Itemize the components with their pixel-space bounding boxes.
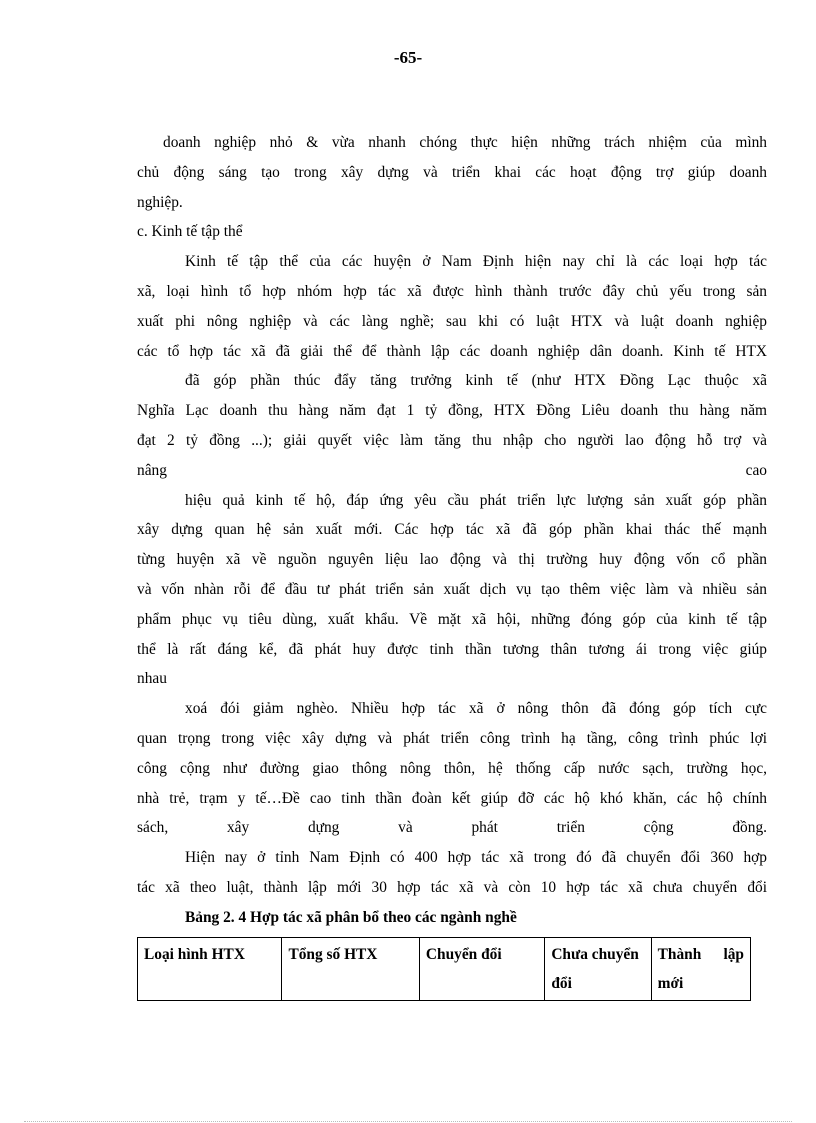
text-line: phẩm phục vụ tiêu dùng, xuất khẩu. Về mặt xã hội, những đóng góp của kinh tế tập	[137, 610, 767, 628]
text-line: doanh nghiệp nhỏ & vừa nhanh chóng thực hiện những trách nhiệm của mình	[163, 134, 767, 151]
table-header-cell: Chưa chuyển đổi	[545, 938, 651, 1001]
table-header-cell: Chuyển đổi	[419, 938, 544, 1001]
text-line: công cộng như đường giao thông nông thôn, hệ thống cấp nước sạch, trường học,	[137, 759, 767, 777]
table-header-cell: Tổng số HTX	[282, 938, 419, 1001]
paragraph-lines	[137, 128, 767, 903]
text-line: nhau	[137, 670, 167, 688]
page-bottom-rule	[24, 1121, 792, 1122]
text-line: c. Kinh tế tập thể	[137, 223, 243, 241]
table-caption: Bảng 2. 4 Hợp tác xã phân bổ theo các ngành nghề	[185, 908, 517, 926]
text-line: và vốn nhàn rỗi để đầu tư phát triển sản xuất dịch vụ tạo thêm việc làm và nhiều sản	[137, 580, 767, 598]
page-number: -65-	[393, 48, 423, 67]
text-line: xây dựng quan hệ sản xuất mới. Các hợp tác xã đã góp phần khai thác thế mạnh	[137, 521, 767, 539]
text-line: từng huyện xã về nguồn nguyên liệu lao động và thị trường huy động vốn cổ phần	[137, 551, 767, 569]
text-line: chủ động sáng tạo trong xây dựng và triển khai các hoạt động trợ giúp doanh	[137, 163, 767, 181]
text-line: Hiện nay ở tỉnh Nam Định có 400 hợp tác xã trong đó đã chuyển đổi 360 hợp	[185, 849, 767, 867]
text-line: nhà trẻ, trạm y tế…Đề cao tinh thần đoàn kết giúp đỡ các hộ khó khăn, các hộ chính	[137, 789, 767, 807]
cooperative-table	[137, 937, 751, 1001]
text-line: xuất phi nông nghiệp và các làng nghề; sau khi có luật HTX và luật doanh nghiệp	[137, 312, 767, 330]
text-line: đã góp phần thúc đẩy tăng trưởng kinh tế (như HTX Đồng Lạc thuộc xã	[185, 372, 767, 390]
text-line: Nghĩa Lạc doanh thu hàng năm đạt 1 tỷ đồng, HTX Đồng Liêu doanh thu hàng năm	[137, 402, 767, 420]
text-line: sách, xây dựng và phát triển cộng đồng.	[137, 819, 767, 837]
text-line: nghiệp.	[137, 193, 183, 211]
text-line: nâng cao	[137, 461, 767, 479]
text-line: các tổ hợp tác xã đã giải thể để thành lập các doanh nghiệp dân doanh. Kinh tế HTX	[137, 342, 767, 360]
text-line: xã, loại hình tổ hợp nhóm hợp tác xã được hình thành trước đây chủ yếu trong sản	[137, 282, 767, 300]
text-line: xoá đói giảm nghèo. Nhiều hợp tác xã ở nông thôn đã đóng góp tích cực	[185, 700, 767, 718]
table-header-cell: Loại hình HTX	[138, 938, 282, 1001]
table-header-row	[138, 938, 751, 1001]
text-line: thể là rất đáng kể, đã phát huy được tinh thần tương thân tương ái trong việc giúp	[137, 640, 767, 658]
text-line: tác xã theo luật, thành lập mới 30 hợp tác xã và còn 10 hợp tác xã chưa chuyển đổi	[137, 878, 767, 896]
text-line: Kinh tế tập thể của các huyện ở Nam Định hiện nay chỉ là các loại hợp tác	[185, 253, 767, 271]
table-header-cell: Thành lập mới	[651, 938, 750, 1001]
text-line: hiệu quả kinh tế hộ, đáp ứng yêu cầu phát triển lực lượng sản xuất góp phần	[185, 491, 767, 509]
document-body	[137, 128, 767, 933]
text-line: đạt 2 tỷ đồng ...); giải quyết việc làm tăng thu nhập cho người lao động hỗ trợ và	[137, 431, 767, 449]
text-line: quan trọng trong việc xây dựng và phát triển công trình hạ tầng, công trình phúc lợi	[137, 729, 767, 747]
